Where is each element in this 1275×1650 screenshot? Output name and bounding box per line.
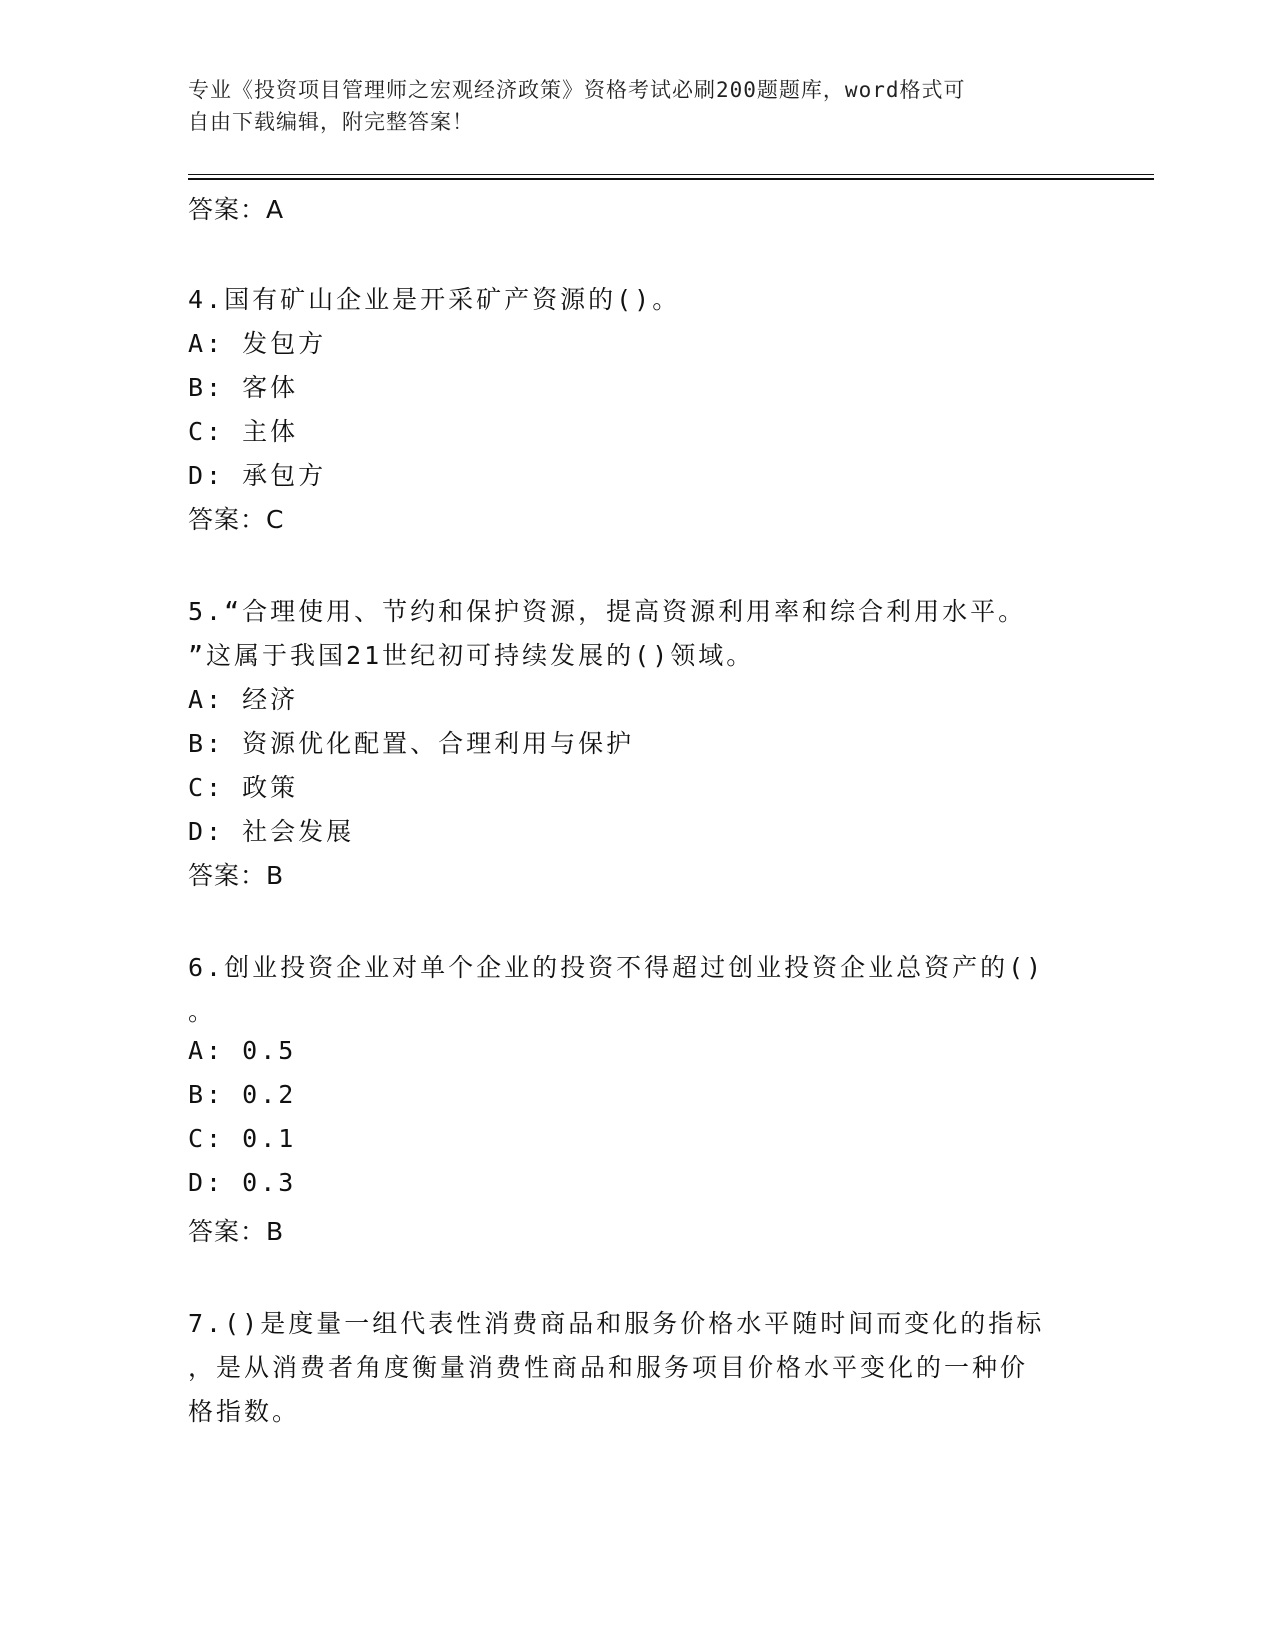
header-divider-thin: [188, 174, 1154, 175]
question-stem: 7.()是度量一组代表性消费商品和服务价格水平随时间而变化的指标: [188, 1309, 1045, 1338]
question-stem: ，是从消费者角度衡量消费性商品和服务项目价格水平变化的一种价: [188, 1353, 1029, 1382]
option-b: B: 客体: [188, 373, 299, 402]
answer: 答案：B: [188, 861, 285, 890]
header-line: 专业《投资项目管理师之宏观经济政策》资格考试必刷200题题库，word格式可: [188, 78, 966, 102]
option-c: C: 0.1: [188, 1124, 297, 1153]
option-d: D: 0.3: [188, 1168, 297, 1197]
option-c: C: 主体: [188, 417, 299, 446]
option-b: B: 0.2: [188, 1080, 297, 1109]
question-stem: 6.创业投资企业对单个企业的投资不得超过创业投资企业总资产的(): [188, 953, 1045, 982]
answer: 答案：C: [188, 505, 285, 534]
option-d: D: 承包方: [188, 461, 327, 490]
answer: 答案：B: [188, 1217, 285, 1246]
question-stem: 格指数。: [188, 1397, 301, 1426]
header-line: 自由下载编辑，附完整答案！: [188, 110, 474, 134]
question-stem: 5.“合理使用、节约和保护资源，提高资源利用率和综合利用水平。: [188, 597, 1027, 626]
option-a: A: 0.5: [188, 1036, 297, 1065]
document-header: [188, 74, 1068, 138]
question-stem: ”这属于我国21世纪初可持续发展的()领域。: [188, 641, 755, 670]
question-stem: 。: [188, 997, 217, 1026]
option-a: A: 发包方: [188, 329, 327, 358]
option-b: B: 资源优化配置、合理利用与保护: [188, 729, 635, 758]
option-c: C: 政策: [188, 773, 299, 802]
question-stem: 4.国有矿山企业是开采矿产资源的()。: [188, 285, 681, 314]
previous-answer: 答案：A: [188, 195, 285, 224]
option-d: D: 社会发展: [188, 817, 355, 846]
option-a: A: 经济: [188, 685, 299, 714]
header-divider-thick: [188, 178, 1154, 180]
